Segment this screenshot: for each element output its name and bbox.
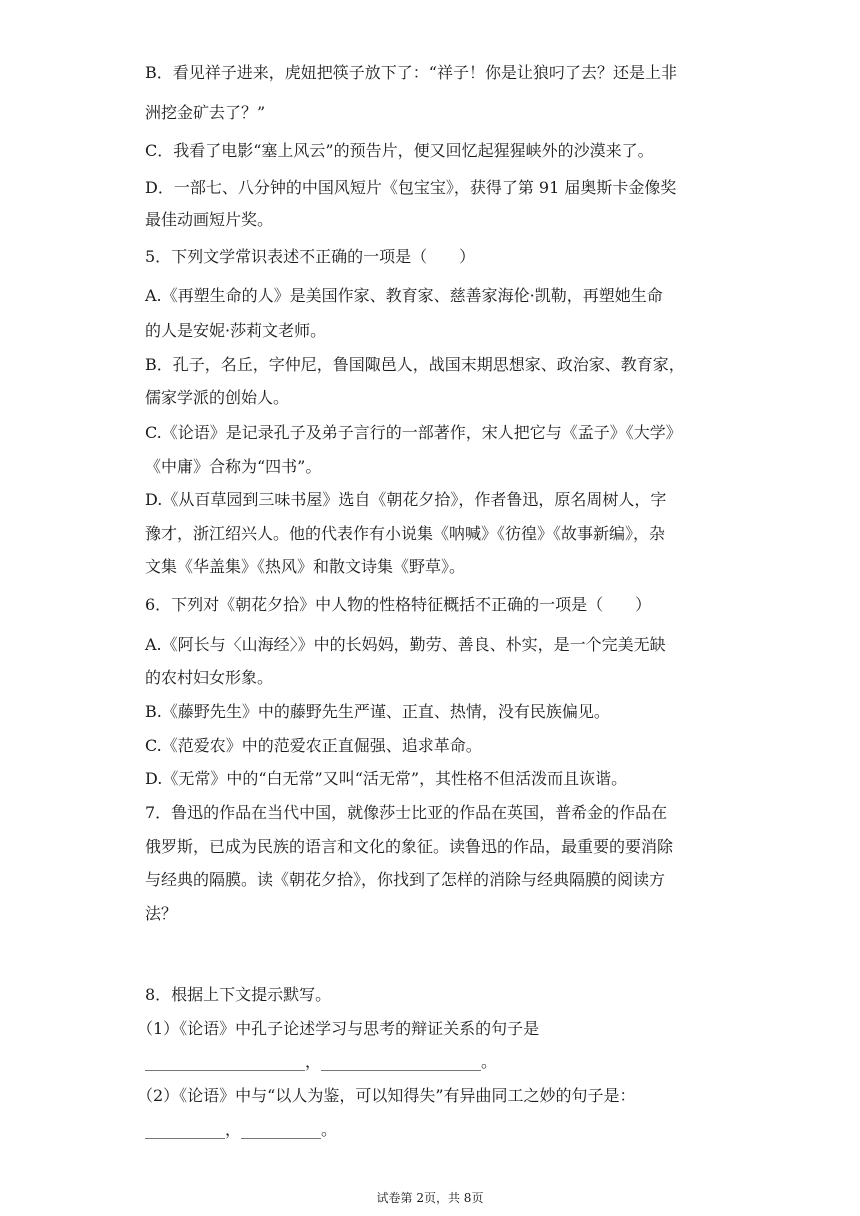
answer-blanks: ____________________，____________________。 xyxy=(145,1052,498,1071)
text-line: C．我看了电影“塞上风云”的预告片，便又回忆起猩猩峡外的沙漠来了。 xyxy=(145,141,654,160)
text-line: 的农村妇女形象。 xyxy=(145,668,274,687)
text-line: 俄罗斯，已成为民族的语言和文化的象征。读鲁迅的作品，最重要的要消除 xyxy=(145,837,674,856)
text-line: C.《论语》是记录孔子及弟子言行的一部著作，宋人把它与《孟子》《大学》 xyxy=(145,423,682,442)
text-line: 文集《华盖集》《热风》和散文诗集《野草》。 xyxy=(145,557,466,576)
text-line: 法？ xyxy=(145,904,178,923)
text-line: B．看见祥子进来，虎妞把筷子放下了：“祥子！你是让狼叼了去？还是上非 xyxy=(145,63,677,82)
text-line: （2）《论语》中与“以人为鉴，可以知得失”有异曲同工之妙的句子是： xyxy=(137,1086,636,1105)
text-line: 与经典的隔膜。读《朝花夕拾》，你找到了怎样的消除与经典隔膜的阅读方 xyxy=(145,870,666,889)
page-footer: 试卷第 2页，共 8页 xyxy=(376,1191,484,1205)
text-line: D.《无常》中的“白无常”又叫“活无常”，其性格不但活泼而且诙谐。 xyxy=(145,769,628,788)
question-5: 5．下列文学常识表述不正确的一项是（ ） xyxy=(145,247,476,266)
text-line: 《中庸》合称为“四书”。 xyxy=(145,457,322,476)
text-line: B．孔子，名丘，字仲尼，鲁国陬邑人，战国末期思想家、政治家、教育家， xyxy=(145,355,685,374)
question-6: 6．下列对《朝花夕拾》中人物的性格特征概括不正确的一项是（ ） xyxy=(145,595,652,614)
text-line: D.《从百草园到三味书屋》选自《朝花夕拾》，作者鲁迅，原名周树人，字 xyxy=(145,490,667,509)
text-line: 洲挖金矿去了？” xyxy=(145,103,266,122)
text-line: D．一部七、八分钟的中国风短片《包宝宝》，获得了第 91 届奥斯卡金像奖 xyxy=(145,178,677,197)
text-line: 最佳动画短片奖。 xyxy=(145,210,274,229)
text-line: B.《藤野先生》中的藤野先生严谨、正直、热情，没有民族偏见。 xyxy=(145,702,610,721)
text-line: A.《阿长与〈山海经〉》中的长妈妈，勤劳、善良、朴实，是一个完美无缺 xyxy=(145,635,666,654)
text-line: （1）《论语》中孔子论述学习与思考的辩证关系的句子是 xyxy=(137,1019,540,1038)
text-line: 的人是安妮·莎莉文老师。 xyxy=(145,321,327,340)
question-7: 7．鲁迅的作品在当代中国，就像莎士比亚的作品在英国，普希金的作品在 xyxy=(145,803,668,822)
text-line: 儒家学派的创始人。 xyxy=(145,388,290,407)
answer-blanks: __________，__________。 xyxy=(145,1120,338,1139)
text-line: C.《范爱农》中的范爱农正直倔强、追求革命。 xyxy=(145,736,482,755)
question-8: 8．根据上下文提示默写。 xyxy=(145,985,332,1004)
text-line: A.《再塑生命的人》是美国作家、教育家、慈善家海伦·凯勒，再塑她生命 xyxy=(145,286,663,305)
text-line: 豫才，浙江绍兴人。他的代表作有小说集《呐喊》《彷徨》《故事新编》，杂 xyxy=(145,524,666,543)
